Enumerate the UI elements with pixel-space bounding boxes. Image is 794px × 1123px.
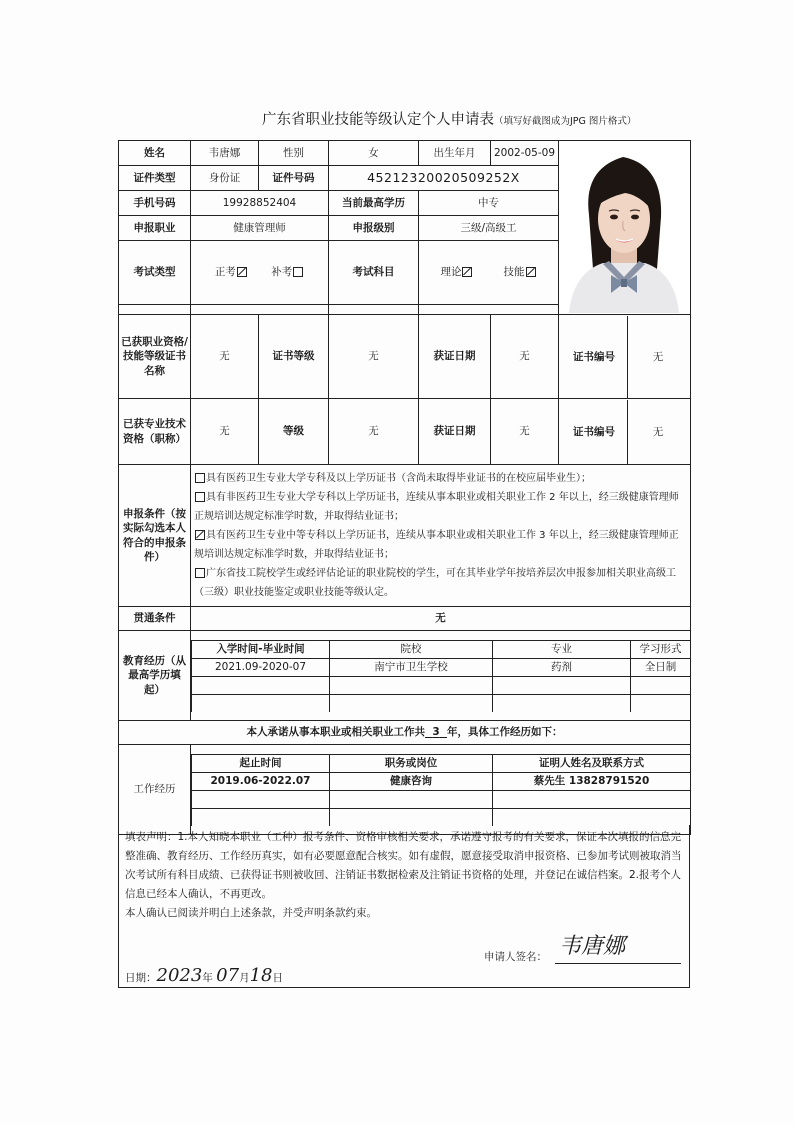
photo-cell bbox=[559, 141, 691, 315]
form-title bbox=[262, 108, 636, 129]
education-table bbox=[191, 640, 690, 712]
applicant-photo bbox=[559, 143, 689, 313]
job-value[interactable]: 健康管理师 bbox=[191, 216, 329, 241]
date-month[interactable]: 07 bbox=[216, 965, 240, 986]
edu-empty-cell[interactable] bbox=[493, 694, 631, 712]
edu-empty-cell[interactable] bbox=[192, 694, 330, 712]
cert-number-label: 证书编号 bbox=[573, 350, 615, 363]
table-row bbox=[192, 808, 691, 826]
education-level-value[interactable]: 中专 bbox=[419, 191, 559, 216]
qualification-cert-label: 已获职业资格/技能等级证书名称 bbox=[119, 315, 191, 399]
tech-grade-label: 等级 bbox=[259, 399, 329, 465]
work-empty-cell[interactable] bbox=[493, 808, 691, 826]
edu-period[interactable]: 2021.09-2020-07 bbox=[192, 658, 330, 676]
name-label: 姓名 bbox=[119, 141, 191, 166]
condition-checkbox[interactable] bbox=[195, 473, 205, 483]
title-text: 广东省职业技能等级认定个人申请表 bbox=[262, 112, 494, 128]
edu-school[interactable]: 南宁市卫生学校 bbox=[330, 658, 493, 676]
first-exam-option[interactable]: 正考 bbox=[215, 266, 248, 278]
condition-checkbox[interactable] bbox=[195, 492, 205, 502]
date-label: 日期： bbox=[125, 972, 157, 984]
conditions-label: 申报条件（按实际勾选本人符合的申报条件） bbox=[119, 465, 191, 607]
year-unit: 年 bbox=[202, 972, 213, 984]
level-label: 申报级别 bbox=[329, 216, 419, 241]
tech-date-value[interactable]: 无 bbox=[491, 399, 559, 465]
work-header-referee: 证明人姓名及联系方式 bbox=[493, 754, 691, 772]
work-years[interactable]: 3 bbox=[432, 726, 440, 739]
through-label: 贯通条件 bbox=[119, 607, 191, 631]
edu-empty-cell[interactable] bbox=[631, 676, 691, 694]
filler-c bbox=[329, 305, 419, 315]
filler-b bbox=[191, 305, 329, 315]
birth-value[interactable]: 2002-05-09 bbox=[491, 141, 559, 166]
cert-type-label: 证件类型 bbox=[119, 166, 191, 191]
work-empty-cell[interactable] bbox=[192, 790, 330, 808]
table-row bbox=[192, 694, 691, 712]
exam-type-options bbox=[191, 241, 329, 305]
makeup-exam-checkbox[interactable] bbox=[293, 267, 303, 277]
work-empty-cell[interactable] bbox=[192, 808, 330, 826]
date-row bbox=[125, 965, 283, 986]
edu-empty-cell[interactable] bbox=[631, 694, 691, 712]
work-position[interactable]: 健康咨询 bbox=[330, 772, 493, 790]
table-row bbox=[192, 790, 691, 808]
edu-header-period: 入学时间-毕业时间 bbox=[192, 640, 330, 658]
tech-title-value[interactable]: 无 bbox=[191, 399, 259, 465]
id-number-label: 证件号码 bbox=[259, 166, 329, 191]
exam-subject-options bbox=[419, 241, 559, 305]
work-history-cell bbox=[191, 745, 691, 835]
tech-number-value[interactable]: 无 bbox=[627, 400, 688, 464]
edu-header-major: 专业 bbox=[493, 640, 631, 658]
cert-type-value[interactable]: 身份证 bbox=[191, 166, 259, 191]
filler-a bbox=[119, 305, 191, 315]
theory-option[interactable]: 理论 bbox=[440, 266, 473, 278]
cert-number-value[interactable]: 无 bbox=[627, 316, 688, 398]
cert-date-label: 获证日期 bbox=[419, 315, 491, 399]
table-row bbox=[192, 772, 691, 790]
education-history-cell bbox=[191, 631, 691, 721]
edu-major[interactable]: 药剂 bbox=[493, 658, 631, 676]
id-number-value[interactable]: 45212320020509252X bbox=[329, 166, 559, 191]
phone-label: 手机号码 bbox=[119, 191, 191, 216]
signature-line[interactable] bbox=[555, 963, 681, 964]
table-row bbox=[192, 676, 691, 694]
qualification-cert-value[interactable]: 无 bbox=[191, 315, 259, 399]
work-period[interactable]: 2019.06-2022.07 bbox=[192, 772, 330, 790]
level-value[interactable]: 三级/高级工 bbox=[419, 216, 559, 241]
table-row bbox=[192, 658, 691, 676]
condition-item[interactable]: 广东省技工院校学生或经评估论证的职业院校的学生，可在其毕业学年按培养层次申报参加相关职业高级工（三级）职业技能鉴定或职业技能等级认定。 bbox=[194, 568, 676, 598]
cert-grade-value[interactable]: 无 bbox=[329, 315, 419, 399]
exam-type-label: 考试类型 bbox=[119, 241, 191, 305]
condition-checkbox[interactable] bbox=[195, 568, 205, 578]
makeup-exam-option[interactable]: 补考 bbox=[271, 266, 304, 278]
edu-header-school: 院校 bbox=[330, 640, 493, 658]
edu-empty-cell[interactable] bbox=[330, 676, 493, 694]
signature-label: 申请人签名： bbox=[484, 951, 547, 963]
first-exam-checkbox[interactable] bbox=[237, 267, 247, 277]
cert-number-cell bbox=[559, 315, 691, 399]
skill-checkbox[interactable] bbox=[526, 267, 536, 277]
theory-checkbox[interactable] bbox=[462, 267, 472, 277]
application-form bbox=[118, 140, 691, 835]
gender-label: 性别 bbox=[259, 141, 329, 166]
work-empty-cell[interactable] bbox=[330, 808, 493, 826]
birth-label: 出生年月 bbox=[419, 141, 491, 166]
edu-empty-cell[interactable] bbox=[330, 694, 493, 712]
skill-option[interactable]: 技能 bbox=[504, 266, 537, 278]
cert-date-value[interactable]: 无 bbox=[491, 315, 559, 399]
gender-value[interactable]: 女 bbox=[329, 141, 419, 166]
work-referee[interactable]: 蔡先生 13828791520 bbox=[493, 772, 691, 790]
applicant-signature[interactable]: 韦唐娜 bbox=[559, 934, 626, 959]
tech-grade-value[interactable]: 无 bbox=[329, 399, 419, 465]
education-level-label: 当前最高学历 bbox=[329, 191, 419, 216]
tech-title-label: 已获专业技术资格（职称） bbox=[119, 399, 191, 465]
declaration-text: 填表声明：1.本人知晓本职业（工种）报考条件、资格审核相关要求，承诺遵守报考的有关要求，保证本次填报的信息完整准确、教育经历、工作经历真实，如有必要愿意配合核实。如有虚假，愿意接受取消申报资格、已参加考试则被取消当次考试所有科目成绩、已获得证书则被收回、注销证书数据检索及注销证书资格的处理，并登记在诚信档案。2.报考个人信息已经本人确认，不再更改。 bbox=[125, 831, 682, 900]
phone-value[interactable]: 19928852404 bbox=[191, 191, 329, 216]
work-pledge: 本人承诺从事本职业或相关职业工作共 3 年，具体工作经历如下： bbox=[119, 721, 691, 745]
exam-subject-label: 考试科目 bbox=[329, 241, 419, 305]
filler-d bbox=[419, 305, 559, 315]
title-note: （填写好截图成为JPG 图片格式） bbox=[494, 116, 637, 127]
day-unit: 日 bbox=[272, 972, 283, 984]
name-value[interactable]: 韦唐娜 bbox=[191, 141, 259, 166]
month-unit: 月 bbox=[239, 972, 250, 984]
tech-date-label: 获证日期 bbox=[419, 399, 491, 465]
work-empty-cell[interactable] bbox=[330, 790, 493, 808]
condition-item[interactable]: 具有非医药卫生专业大学专科以上学历证书，连续从事本职业或相关职业工作 2 年以上，经三级健康管理师正规培训达规定标准学时数，并取得结业证书； bbox=[194, 492, 679, 522]
condition-item[interactable]: 具有医药卫生专业大学专科及以上学历证书（含尚未取得毕业证书的在校应届毕业生）； bbox=[194, 469, 687, 488]
work-empty-cell[interactable] bbox=[493, 790, 691, 808]
date-day[interactable]: 18 bbox=[249, 965, 273, 986]
cert-grade-label: 证书等级 bbox=[259, 315, 329, 399]
edu-mode[interactable]: 全日制 bbox=[631, 658, 691, 676]
declaration-confirm: 本人确认已阅读并明白上述条款，并受声明条款约束。 bbox=[125, 907, 377, 919]
edu-empty-cell[interactable] bbox=[493, 676, 631, 694]
work-header-period: 起止时间 bbox=[192, 754, 330, 772]
work-history-label: 工作经历 bbox=[119, 745, 191, 835]
work-header-position: 职务或岗位 bbox=[330, 754, 493, 772]
conditions-list bbox=[191, 465, 691, 607]
job-label: 申报职业 bbox=[119, 216, 191, 241]
edu-empty-cell[interactable] bbox=[192, 676, 330, 694]
declaration-box bbox=[118, 825, 690, 988]
through-value[interactable]: 无 bbox=[191, 607, 691, 631]
edu-header-mode: 学习形式 bbox=[631, 640, 691, 658]
condition-item[interactable]: 具有医药卫生专业中等专科以上学历证书，连续从事本职业或相关职业工作 3 年以上，经三级健康管理师正规培训达规定标准学时数，并取得结业证书； bbox=[194, 530, 679, 560]
date-year[interactable]: 2023 bbox=[156, 965, 203, 986]
tech-number-label: 证书编号 bbox=[573, 425, 615, 438]
education-history-label: 教育经历（从最高学历填起） bbox=[119, 631, 191, 721]
condition-checkbox-checked[interactable] bbox=[195, 530, 205, 540]
work-table bbox=[191, 754, 690, 826]
tech-number-cell bbox=[559, 399, 691, 465]
